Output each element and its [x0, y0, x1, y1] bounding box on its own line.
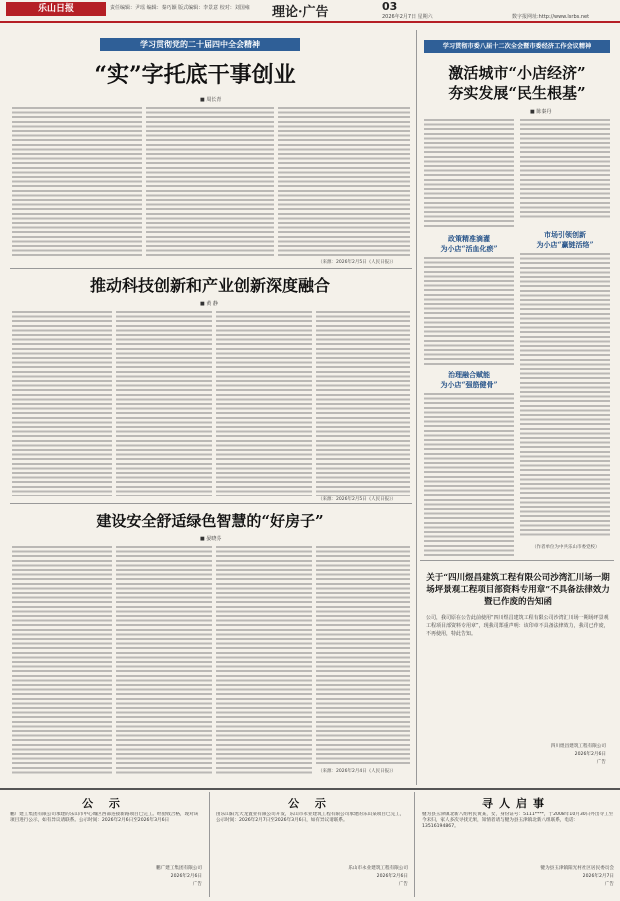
article-1-title[interactable]: “实”字托底干事创业 [94, 62, 296, 88]
right-subhead-3b: 为小店“赢链活络” [536, 240, 594, 249]
divider [10, 268, 412, 269]
article-3-byline: ■ 晏晓芬 [200, 536, 222, 542]
article-1-text-col3 [278, 106, 410, 256]
notice-label: 广告 [596, 760, 606, 765]
article-2-text-col2 [116, 310, 212, 496]
section-title: 理论·广告 [272, 5, 329, 20]
footer-ad-1-label: 广告 [192, 882, 202, 887]
footer-ad-1-date: 2026年2月6日 [170, 874, 202, 879]
footer-ad-2-date: 2026年2月6日 [376, 874, 408, 879]
column-divider [416, 30, 417, 785]
footer-ad-3-title: 寻人启事 [482, 797, 550, 810]
right-subhead-1: 政策精准滴灌 [448, 234, 490, 243]
right-text-b2 [520, 252, 610, 538]
right-text-a1 [424, 118, 514, 228]
page-header [0, 0, 620, 22]
article-3-title[interactable]: 建设安全舒适绿色智慧的“好房子” [96, 512, 324, 530]
article-3-text-col3 [216, 545, 312, 775]
footer-rule [0, 788, 620, 790]
footer-ad-2-company: 乐山市永业建筑工程有限公司 [348, 866, 408, 871]
footer-divider [414, 792, 415, 897]
notice-company: 四川煜昌建筑工程有限公司 [550, 744, 606, 749]
article-2-byline: ■ 黄 静 [200, 301, 218, 307]
article-3-source: （来源：2026年2月4日《人民日报》） [318, 769, 396, 774]
right-subhead-2b: 为小店“强筋健骨” [440, 380, 498, 389]
footer-ad-2-title: 公 示 [288, 797, 332, 810]
right-subhead-3: 市场引领创新 [544, 230, 586, 239]
footer-ad-1-company: 鹏广建工集团有限公司 [156, 866, 202, 871]
page-number: 03 [382, 0, 398, 13]
article-1-text-col1 [12, 106, 142, 256]
left-banner: 学习贯彻党的二十届四中全会精神 [100, 38, 300, 51]
article-2-source: （来源：2026年2月5日《人民日报》） [318, 497, 396, 502]
article-1-byline: ■ 周长青 [200, 97, 222, 103]
article-3-text-col1 [12, 545, 112, 775]
divider [420, 560, 614, 561]
site-url[interactable]: 数字报网址:http://www.lsrbs.net [512, 14, 590, 20]
issue-date: 2026年2月7日 星期六 [382, 14, 433, 20]
newspaper-logo: 乐山日报 [6, 2, 106, 16]
footer-ad-1-title: 公 示 [82, 797, 126, 810]
right-text-a3 [424, 392, 514, 558]
right-banner: 学习贯彻市委八届十二次全会暨市委经济工作会议精神 [424, 40, 610, 53]
right-article-footer: （作者单位为中共乐山市委党校） [532, 545, 600, 550]
article-2-text-col1 [12, 310, 112, 496]
notice-title[interactable]: 关于“四川煜昌建筑工程有限公司沙湾汇川场一期场坪景观工程项目部资料专用章”不具备法律效力暨已作废的告知函 [426, 573, 610, 607]
footer-ad-3-company: 犍为县玉津镇阳光村社区居民委员会 [540, 866, 614, 871]
article-2-title[interactable]: 推动科技创新和产业创新深度融合 [89, 276, 330, 295]
header-rule [0, 21, 620, 23]
right-article-title-1[interactable]: 激活城市“小店经济” [448, 64, 586, 82]
article-2-text-col4 [316, 310, 410, 496]
staff-credits: 责任编辑：尹瑶 编辑：秦巧颖 版式编辑：李景意 校对：刘国雍 [110, 5, 250, 11]
article-3-text-col2 [116, 545, 212, 775]
divider [10, 503, 412, 504]
footer-ad-1-body: 鹏广建工集团有限公司承建的乐山市中心城区西部连接新路项目已完工。经验收合格，现对该项目进行公示，如有异议请联系。公示时间：2026年2月6日至2026年3月6日 [10, 812, 199, 823]
footer-ad-3-date: 2026年2月7日 [582, 874, 614, 879]
right-text-b1 [520, 118, 610, 220]
article-2-text-col3 [216, 310, 312, 496]
article-1-source: （来源：2026年2月5日《人民日报》） [318, 260, 396, 265]
right-subhead-2: 治理融合赋能 [448, 370, 490, 379]
footer-ad-3-label: 广告 [604, 882, 614, 887]
article-1-text-col2 [146, 106, 274, 256]
right-article-title-2[interactable]: 夯实发展“民生根基” [448, 84, 586, 102]
notice-body: 公司，我司原在公告此前使用“四川煜昌建筑工程有限公司沙湾汇川场一期场坪景观工程项目部资料专用章”，现我司郑重声明：该印章不具备法律效力，我司已作废，不再使用，特此告知。 [426, 615, 609, 637]
right-article-byline: ■ 陈秦丹 [530, 109, 552, 115]
footer-ad-2-body: 由乐山阳光大龙置业有限公司开发，乐山市永业建筑工程有限公司承建的乐山某项目已完工，公示时间：2026年2月7日至2026年3月6日，如有异议请联系。 [216, 812, 405, 823]
notice-date: 2026年2月6日 [574, 752, 606, 757]
right-text-a2 [424, 256, 514, 366]
footer-ad-2-label: 广告 [398, 882, 408, 887]
footer-ad-3-body: 犍为县玉津镇北新八组村民黄某，女，身份证号：5111****，于2008年10月30日外出寻工至今未归，家人多次寻找无果，知情者请与犍为县玉津镇北新八组联系，电话：13516194867。 [422, 812, 614, 829]
right-subhead-1b: 为小店“活血化瘀” [440, 244, 498, 253]
article-3-text-col4 [316, 545, 410, 765]
